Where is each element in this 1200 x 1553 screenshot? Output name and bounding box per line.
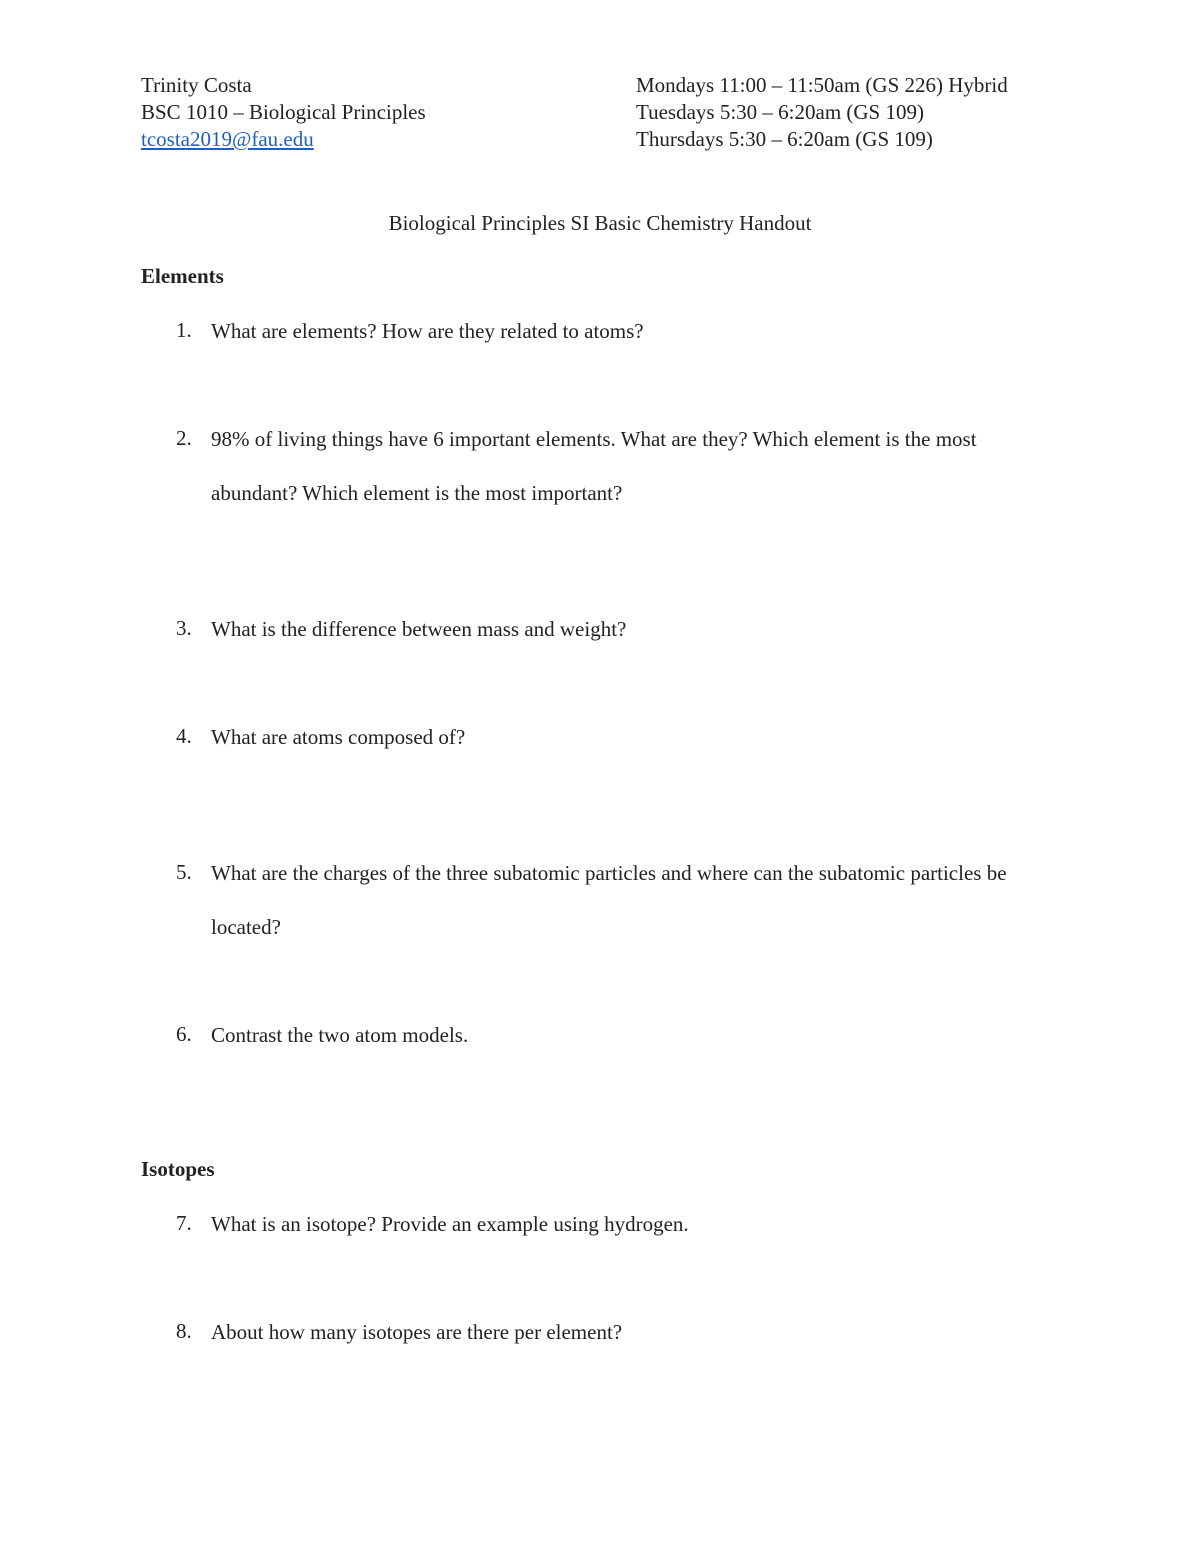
question-number: 7. [176,1211,192,1235]
course-name: BSC 1010 – Biological Principles [141,100,426,124]
question-text: About how many isotopes are there per element? [211,1319,623,1344]
session-schedule [636,72,1008,153]
question-text: What are elements? How are they related to atoms? [211,318,644,343]
question-number: 4. [176,724,192,748]
instructor-info [141,72,426,153]
instructor-email-line [141,126,426,153]
question-number: 5. [176,860,192,884]
schedule-thursday: Thursdays 5:30 – 6:20am (GS 109) [636,127,933,151]
question-text: What is the difference between mass and weight? [211,616,627,641]
question-text: What are the charges of the three subatomic particles and where can the subatomic particles be located? [211,860,1007,939]
schedule-tuesday: Tuesdays 5:30 – 6:20am (GS 109) [636,100,924,124]
question-number: 1. [176,318,192,342]
question-text: Contrast the two atom models. [211,1022,469,1047]
question-number: 6. [176,1022,192,1046]
question-text: What is an isotope? Provide an example using hydrogen. [211,1211,689,1236]
section-heading-isotopes: Isotopes [141,1157,215,1181]
instructor-name: Trinity Costa [141,73,252,97]
section-heading-elements: Elements [141,264,224,288]
question-text: 98% of living things have 6 important elements. What are they? Which element is the most abundant? Which element is the most important? [211,426,977,505]
question-number: 8. [176,1319,192,1343]
question-number: 2. [176,426,192,450]
question-number: 3. [176,616,192,640]
instructor-email-link[interactable]: tcosta2019@fau.edu [141,127,314,151]
question-text: What are atoms composed of? [211,724,466,749]
document-title: Biological Principles SI Basic Chemistry Handout [388,211,812,235]
schedule-monday: Mondays 11:00 – 11:50am (GS 226) Hybrid [636,73,1008,97]
